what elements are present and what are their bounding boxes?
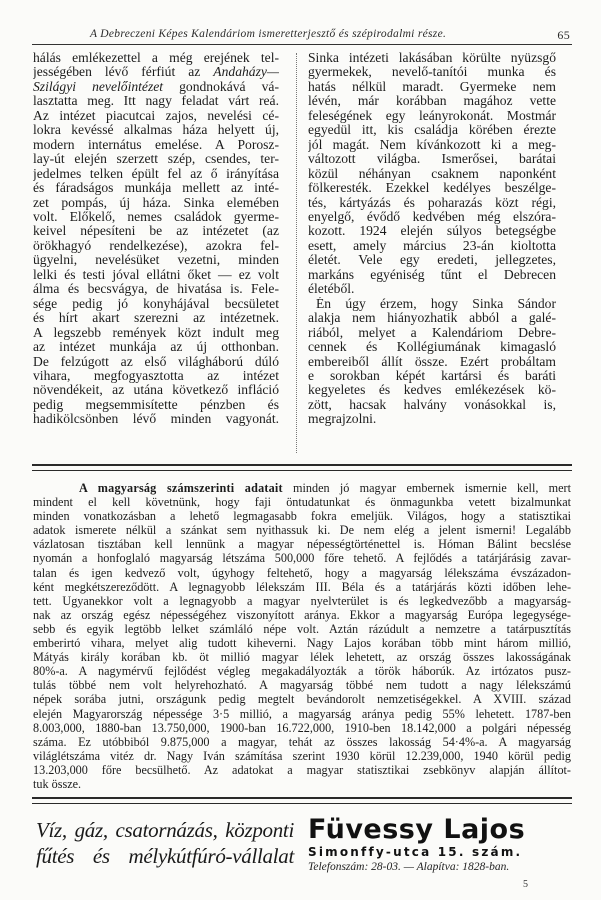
text-line: volt. Előkelő, nemes családok gyerme- bbox=[33, 209, 279, 224]
text-line: hatás nélkül maradt. Gyermeke nem bbox=[308, 79, 556, 94]
text-line bbox=[33, 80, 279, 94]
text-line: emberirtó vihara, melyet alig tudott kiheverni. Nagy Lajos korában több mint három millió, bbox=[33, 636, 571, 651]
text-line: feleségének egy leányrokonát. Mostmár bbox=[308, 108, 556, 123]
text-line: zet pompás, új háza. Sinka elemében bbox=[33, 195, 279, 210]
text-line: De felzúgott az első világháború dúló bbox=[33, 354, 279, 369]
text-span: gondnokává vá- bbox=[163, 79, 279, 94]
text-line: adatok ismerete nélkül a szánkat sem nyithassuk ki. De nem elég a jelent ismerni! Legalább bbox=[33, 523, 571, 538]
text-line: változott világba. Ismerősei, barátai bbox=[308, 152, 556, 167]
text-line bbox=[33, 65, 279, 79]
text-line: Sinka intézeti lakásában körülte nyüzsgő bbox=[308, 51, 556, 65]
text-line: enyelgő, évődő kedvében még elszóra- bbox=[308, 209, 556, 224]
text-line: kegyeletes és kedves emlékezések kö- bbox=[308, 383, 556, 398]
article-columns bbox=[32, 51, 572, 461]
text-line: lévén, már korábban magához vette bbox=[308, 94, 556, 109]
text-line: világlétszáma vitéz dr. Nagy Iván számítása szerint 1930 körül 12.239,000, 1940 körül pedig bbox=[33, 748, 571, 763]
section-divider-rule bbox=[32, 464, 572, 471]
text-line: riából, melyet a Kalendáriom Debre- bbox=[308, 325, 556, 340]
text-line: vihara, megfogyasztotta az intézet bbox=[33, 368, 279, 383]
text-line: e sorokban képét kartársi és baráti bbox=[308, 368, 556, 383]
text-line: fölkeresték. Ezekkel kedélyes beszélge- bbox=[308, 181, 556, 196]
signature-number: 5 bbox=[523, 879, 528, 890]
text-line: esett, amely március 23-án kioltotta bbox=[308, 238, 556, 253]
text-line: sége pedig jó konyhájával becsületet bbox=[33, 296, 279, 311]
text-line: nyomán a honfoglaló magyarság létszáma 500,000 főre tehető. A fejlődés a tatárjárásig zavar- bbox=[33, 551, 571, 566]
text-line: közül néhányan csaknem naponként bbox=[308, 166, 556, 181]
text-line: zött, hacsak halvány vonásokkal is, bbox=[308, 397, 556, 412]
text-line: sebb és egyik legtöbb lelket számláló népe volt. Aztán rázúdult a nemzetre a tatárpusztítás bbox=[33, 621, 571, 636]
running-head bbox=[32, 28, 572, 45]
text-line: 80%-a. A nagymérvű fejlődést végleg megakadályozták a török háborúk. Az irtózatos pusz- bbox=[33, 664, 571, 679]
page-number: 65 bbox=[557, 28, 570, 42]
article-right-column bbox=[308, 51, 556, 427]
text-line: lelki és testi jóval ellátni őket — ez volt bbox=[33, 267, 279, 282]
text-span: minden jó magyar embernek ismernie kell, mert bbox=[282, 481, 571, 495]
text-line: Mátyás király korában kb. öt millió magyar lélek lehetett, az ország összes lakosságának bbox=[33, 650, 571, 665]
text-line: nak az ország egész népességéhez viszonyított aránya. Ekkor a magyarság Európa legegysége- bbox=[33, 607, 571, 622]
text-line: mindent el kell követnünk, hogy faji öntudatunkat és önmagunkba vetett bizalmunkat bbox=[33, 495, 571, 510]
institute-name-italic: Szilágyi nevelőintézet bbox=[33, 79, 164, 94]
text-line: gyermekek, nevelő-tanítói munka és bbox=[308, 65, 556, 80]
text-line: markáns egyéniség tűnt el Debrecen bbox=[308, 267, 556, 282]
text-line: egyedül itt, kis családja körében érezte bbox=[308, 123, 556, 138]
text-line: embereiből állít össze. Ezért probáltam bbox=[308, 354, 556, 369]
text-line: cennek és Kollégiumának kimagasló bbox=[308, 340, 556, 355]
text-line bbox=[33, 481, 571, 495]
text-line: 8.003,000, 1880-ban 13.750,000, 1900-ban 16.722,000, 1910-ben 18.142,000 a polgári népesség bbox=[33, 720, 571, 735]
text-line: talan és igen kedvező volt, úgyhogy feltehető, hogy a magyarság lélekszáma évszázadon- bbox=[33, 565, 571, 580]
advertisement bbox=[32, 815, 572, 875]
text-line: tuk össze. bbox=[33, 776, 82, 791]
text-line: lokra kevéssé alkalmas háza helyett új, bbox=[33, 123, 279, 138]
text-line: alakja nem hiányozhatik abból a galé- bbox=[308, 311, 556, 326]
text-line: népek sorába jutni, országunk pedig megtelt bevándorolt nemzetiségekkel. A XVIII. század bbox=[33, 692, 571, 707]
text-line: jedelmes telken épült fel az ő irányítása bbox=[33, 166, 279, 181]
text-line: hadikölcsönben lévő minden vagyonát. bbox=[33, 412, 279, 427]
text-line: ként megkétszereződött. A legnagyobb lélekszám III. Béla és a tatárjárás közti időben lehe- bbox=[33, 579, 571, 594]
text-span: jességében lévő férfiút az bbox=[33, 65, 214, 80]
text-line: kozott. 1924 elején súlyos betegségbe bbox=[308, 224, 556, 239]
text-line: pedig megsemmisítette pénzben és bbox=[33, 397, 279, 412]
text-line: és hírt akart szerezni az intézetnek. bbox=[33, 311, 279, 326]
text-line: életét. Vele egy eredeti, jellegzetes, bbox=[308, 253, 556, 268]
text-line: ügyelni, nevelésüket vezetni, minden bbox=[33, 253, 279, 268]
text-line: álma és becsvágya, de hivatása is. Fele- bbox=[33, 282, 279, 297]
text-line: A legszebb remények közt indult meg bbox=[33, 325, 279, 340]
text-line: tulás többé nem volt helyrehozható. A magyarság többé nem tudott a nagy lélekszámú bbox=[33, 678, 571, 693]
text-line: tés, kártyázás és poharazás közt régi, bbox=[308, 195, 556, 210]
text-line: örökhagyó rendelkezése), azokra fel- bbox=[33, 238, 279, 253]
text-line: az intézet munkája az új otthonban. bbox=[33, 340, 279, 355]
text-line: modern internátus emelése. A Porosz- bbox=[33, 137, 279, 152]
text-line: növendékeit, az utána következő infláció bbox=[33, 383, 279, 398]
statistics-lead-bold: A magyarság számszerinti adatait bbox=[79, 481, 283, 495]
text-line: és fáradságos munkája mellett az inté- bbox=[33, 181, 279, 196]
text-line: lasztatta meg. Itt nagy feladat várt reá. bbox=[33, 94, 279, 109]
text-line: száma. Ez utóbbiból 9.875,000 a magyar, tehát az összes lakosság 54·4%-a. A magyarság bbox=[33, 734, 571, 749]
running-head-title: A Debreczeni Képes Kalendáriom ismeretterjesztő és szépirodalmi része. bbox=[90, 28, 447, 40]
article-left-column bbox=[33, 51, 279, 427]
advertisement-slogan bbox=[36, 817, 294, 869]
text-line: minden vonatkozásban a lehető legmagasabb fokra emeljük. Világos, hogy a statisztikai bbox=[33, 509, 571, 524]
advertisement-brand bbox=[308, 815, 558, 874]
text-line: hálás emlékezettel a még erejének tel- bbox=[33, 51, 279, 65]
text-line: életéből. bbox=[308, 282, 355, 297]
text-line: jól magát. Nem kívánkozott ki a meg- bbox=[308, 137, 556, 152]
column-divider bbox=[296, 53, 297, 453]
text-line: Az intézet piacutcai zajos, nevelési cé- bbox=[33, 108, 279, 123]
slogan-line: fűtés és mélykútfúró-vállalat bbox=[36, 844, 294, 868]
company-name: Füvessy Lajos bbox=[308, 814, 526, 845]
text-line: Én úgy érzem, hogy Sinka Sándor bbox=[316, 296, 556, 311]
slogan-line: Víz, gáz, csatornázás, központi bbox=[36, 818, 294, 842]
text-line: megrajzolni. bbox=[308, 412, 377, 427]
company-address: Simonffy-utca 15. szám. bbox=[308, 845, 523, 859]
text-line: lay-út elején szerzett szép, csendes, ter- bbox=[33, 152, 279, 167]
company-phone-founded: Telefonszám: 28-03. — Alapítva: 1828-ban. bbox=[308, 861, 510, 873]
advertisement-divider-rule bbox=[32, 797, 572, 804]
text-line: tett. Ugyanekkor volt a legnagyobb a magyar nyelvterület is és legkedvezőbb a magyarság- bbox=[33, 593, 571, 608]
text-line: 13.203,000 főre becsülhető. Az adatokat a magyar statisztikai zsebkönyv alapján állítot- bbox=[33, 762, 571, 777]
text-line: elején Magyarország népessége 3·5 millió, a magyarság aránya pedig 55% lehetett. 1787-ben bbox=[33, 706, 571, 721]
institute-name-italic: Andaházy— bbox=[213, 65, 279, 80]
text-line: vázlatosan tisztában kell lennünk a magyar népességtörténettel is. Hóman Bálint becslése bbox=[33, 537, 571, 552]
statistics-paragraph bbox=[33, 481, 571, 791]
text-line: keivel népesíteni be az intézetet (az bbox=[33, 224, 279, 239]
